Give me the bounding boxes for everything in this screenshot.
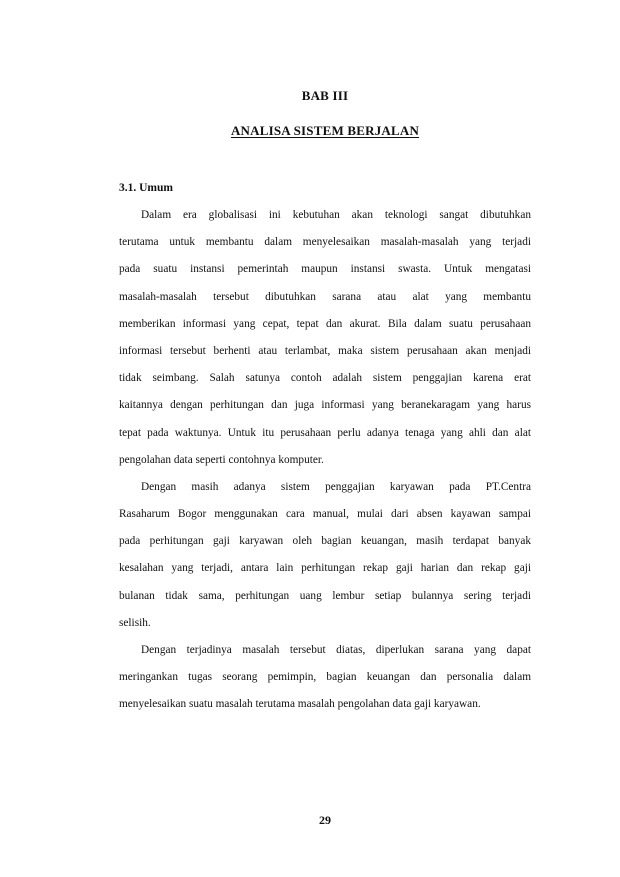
paragraph [119, 478, 531, 641]
paragraph [119, 641, 531, 723]
text-line: tidak seimbang. Salah satunya contoh adalah sistem penggajian karena erat [119, 372, 531, 385]
text-line: masalah-masalah tersebut dibutuhkan sarana atau alat yang membantu [119, 290, 531, 303]
text-line: Dengan terjadinya masalah tersebut diatas, diperlukan sarana yang dapat [141, 644, 531, 656]
text-line: meringankan tugas seorang pemimpin, bagian keuangan dan personalia dalam [119, 671, 531, 684]
text-line: terutama untuk membantu dalam menyelesaikan masalah-masalah yang terjadi [119, 236, 531, 249]
section-heading: 3.1. Umum [119, 182, 173, 194]
chapter-heading: BAB III [301, 88, 349, 103]
text-line: pada perhitungan gaji karyawan oleh bagian keuangan, masih terdapat banyak [119, 535, 531, 548]
text-line: Rasaharum Bogor menggunakan cara manual, mulai dari absen kayawan sampai [119, 508, 531, 521]
text-line: Dalam era globalisasi ini kebutuhan akan teknologi sangat dibutuhkan [141, 209, 531, 221]
body-text [119, 206, 531, 723]
text-line: pengolahan data seperti contohnya komputer. [119, 453, 324, 466]
text-line: tepat pada waktunya. Untuk itu perusahaan perlu adanya tenaga yang ahli dan alat [119, 426, 531, 439]
text-line: Dengan masih adanya sistem penggajian karyawan pada PT.Centra [141, 480, 531, 493]
chapter-title: ANALISA SISTEM BERJALAN [230, 123, 420, 138]
text-line: memberikan informasi yang cepat, tepat dan akurat. Bila dalam suatu perusahaan [119, 317, 531, 330]
text-line: bulanan tidak sama, perhitungan uang lembur setiap bulannya sering terjadi [119, 589, 531, 602]
paragraph [119, 206, 531, 478]
text-line: pada suatu instansi pemerintah maupun instansi swasta. Untuk mengatasi [119, 263, 531, 276]
text-line: menyelesaikan suatu masalah terutama masalah pengolahan data gaji karyawan. [119, 698, 481, 711]
text-line: selisih. [119, 616, 151, 629]
text-line: kesalahan yang terjadi, antara lain perhitungan rekap gaji harian dan rekap gaji [119, 562, 531, 575]
text-line: kaitannya dengan perhitungan dan juga informasi yang beranekaragam yang harus [119, 399, 531, 412]
text-line: informasi tersebut berhenti atau terlambat, maka sistem perusahaan akan menjadi [119, 344, 531, 357]
page-number: 29 [319, 813, 331, 827]
